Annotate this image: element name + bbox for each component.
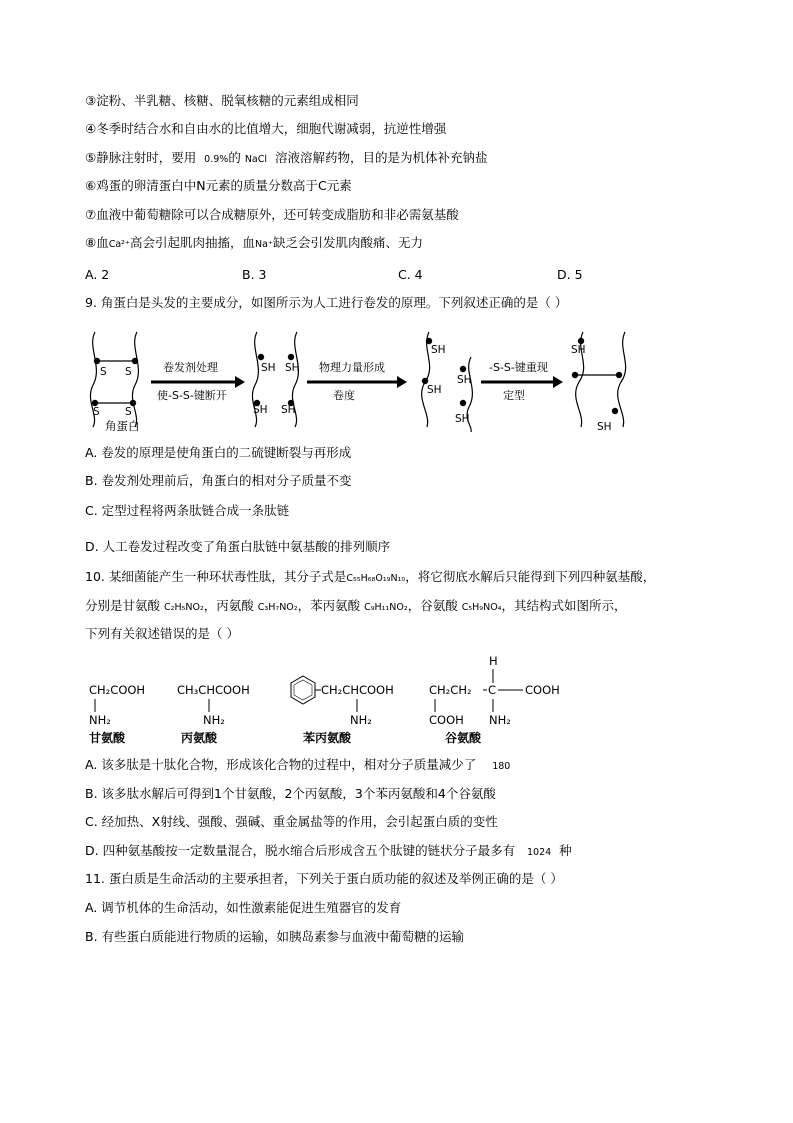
q11-option-a[interactable]: A. 调节机体的生命活动，如性激素能促进生殖器官的发育 (85, 900, 402, 915)
amino-acid-structures (85, 650, 565, 745)
q10-option-a[interactable]: A. 该多肽是十肽化合物，形成该化合物的过程中，相对分子质量减少了 180 (85, 757, 511, 772)
sh-label: SH (597, 421, 612, 433)
q9-option-d[interactable]: D. 人工卷发过程改变了角蛋白肽链中氨基酸的排列顺序 (85, 539, 391, 554)
step1-bottom-label: 使-S-S-键断开 (157, 389, 227, 402)
keratin-label: 角蛋白 (105, 419, 140, 433)
sh-label: SH (571, 344, 586, 356)
phenylalanine-name: 苯丙氨酸 (303, 731, 352, 745)
glycine-name: 甘氨酸 (89, 731, 126, 745)
glycine-formula: CH₂COOH (89, 683, 146, 697)
q9-stem: 9. 角蛋白是头发的主要成分，如图所示为人工进行卷发的原理。下列叙述正确的是（ ） (85, 295, 568, 310)
q8-item-4: ④冬季时结合水和自由水的比值增大，细胞代谢减弱，抗逆性增强 (85, 121, 447, 136)
s-label: S (93, 406, 100, 418)
sh-label: SH (261, 362, 276, 374)
s-label: S (125, 406, 132, 418)
q8-item-3: ③淀粉、半乳糖、核糖、脱氧核糖的元素组成相同 (85, 93, 359, 108)
q8-item-6: ⑥鸡蛋的卵清蛋白中N元素的质量分数高于C元素 (85, 178, 352, 193)
glutamate-side-cooh: COOH (429, 713, 464, 727)
sh-label: SH (281, 404, 296, 416)
alanine-formula: CH₃CHCOOH (177, 683, 250, 697)
sh-label: SH (285, 362, 300, 374)
glutamate-alpha-c: C (488, 683, 497, 697)
q10-option-b[interactable]: B. 该多肽水解后可得到1个甘氨酸，2个丙氨酸，3个苯丙氨酸和4个谷氨酸 (85, 786, 496, 801)
q10-option-c[interactable]: C. 经加热、X射线、强酸、强碱、重金属盐等的作用，会引起蛋白质的变性 (85, 814, 498, 829)
q10-option-d[interactable]: D. 四种氨基酸按一定数量混合，脱水缩合后形成含五个肽键的链状分子最多有 1024 种 (85, 843, 572, 858)
q8-option-d[interactable]: D. 5 (557, 267, 583, 282)
q10-stem-line1: 10. 某细菌能产生一种环状毒性肽，其分子式是C₅₅H₆₈O₁₉N₁₀，将它彻底水解后只能得到下列四种氨基酸， (85, 569, 656, 584)
glutamate-cooh: COOH (525, 683, 560, 697)
q10-stem-line2: 分别是甘氨酸 C₂H₅NO₂，丙氨酸 C₃H₇NO₂，苯丙氨酸 C₉H₁₁NO₂，谷氨酸 C₅H₉NO₄，其结构式如图所示， (85, 598, 627, 613)
alanine-nh2: NH₂ (203, 713, 225, 727)
step3-top-label: -S-S-键重现 (489, 361, 548, 374)
q8-option-c[interactable]: C. 4 (398, 267, 423, 282)
s-label: S (100, 366, 107, 378)
q11-stem: 11. 蛋白质是生命活动的主要承担者，下列关于蛋白质功能的叙述及举例正确的是（ ） (85, 871, 563, 886)
step2-bottom-label: 卷度 (333, 389, 355, 402)
q10-stem-line3: 下列有关叙述错误的是（ ） (85, 626, 239, 641)
sh-label: SH (457, 374, 472, 386)
q9-option-c[interactable]: C. 定型过程将两条肽链合成一条肽链 (85, 503, 290, 518)
step2-top-label: 物理力量形成 (319, 361, 385, 374)
q8-item-8: ⑧血Ca²⁺高会引起肌肉抽搐，血Na⁺缺乏会引发肌肉酸痛、无力 (85, 235, 423, 250)
sh-label: SH (427, 384, 442, 396)
q8-item-7: ⑦血液中葡萄糖除可以合成糖原外，还可转变成脂肪和非必需氨基酸 (85, 207, 459, 222)
phenylalanine-nh2: NH₂ (350, 713, 372, 727)
q8-option-b[interactable]: B. 3 (242, 267, 267, 282)
glutamate-chain: CH₂CH₂ (429, 683, 472, 697)
sh-label: SH (455, 413, 470, 425)
step3-bottom-label: 定型 (503, 389, 525, 402)
sh-label: SH (431, 344, 446, 356)
q9-option-b[interactable]: B. 卷发剂处理前后，角蛋白的相对分子质量不变 (85, 473, 352, 488)
q9-option-a[interactable]: A. 卷发的原理是使角蛋白的二硫键断裂与再形成 (85, 445, 352, 460)
step1-top-label: 卷发剂处理 (163, 361, 218, 374)
s-label: S (125, 366, 132, 378)
q8-item-5: ⑤静脉注射时，要用 0.9%的 NaCl 溶液溶解药物，目的是为机体补充钠盐 (85, 150, 488, 165)
glutamate-name: 谷氨酸 (445, 731, 482, 745)
q8-option-a[interactable]: A. 2 (85, 267, 110, 282)
alanine-name: 丙氨酸 (181, 731, 218, 745)
q11-option-b[interactable]: B. 有些蛋白质能进行物质的运输，如胰岛素参与血液中葡萄糖的运输 (85, 929, 465, 944)
phenylalanine-formula: CH₂CHCOOH (321, 683, 394, 697)
glutamate-nh2: NH₂ (489, 713, 511, 727)
sh-label: SH (253, 404, 268, 416)
hair-perm-diagram (85, 327, 645, 437)
glycine-nh2: NH₂ (89, 713, 111, 727)
glutamate-h: H (489, 654, 498, 668)
